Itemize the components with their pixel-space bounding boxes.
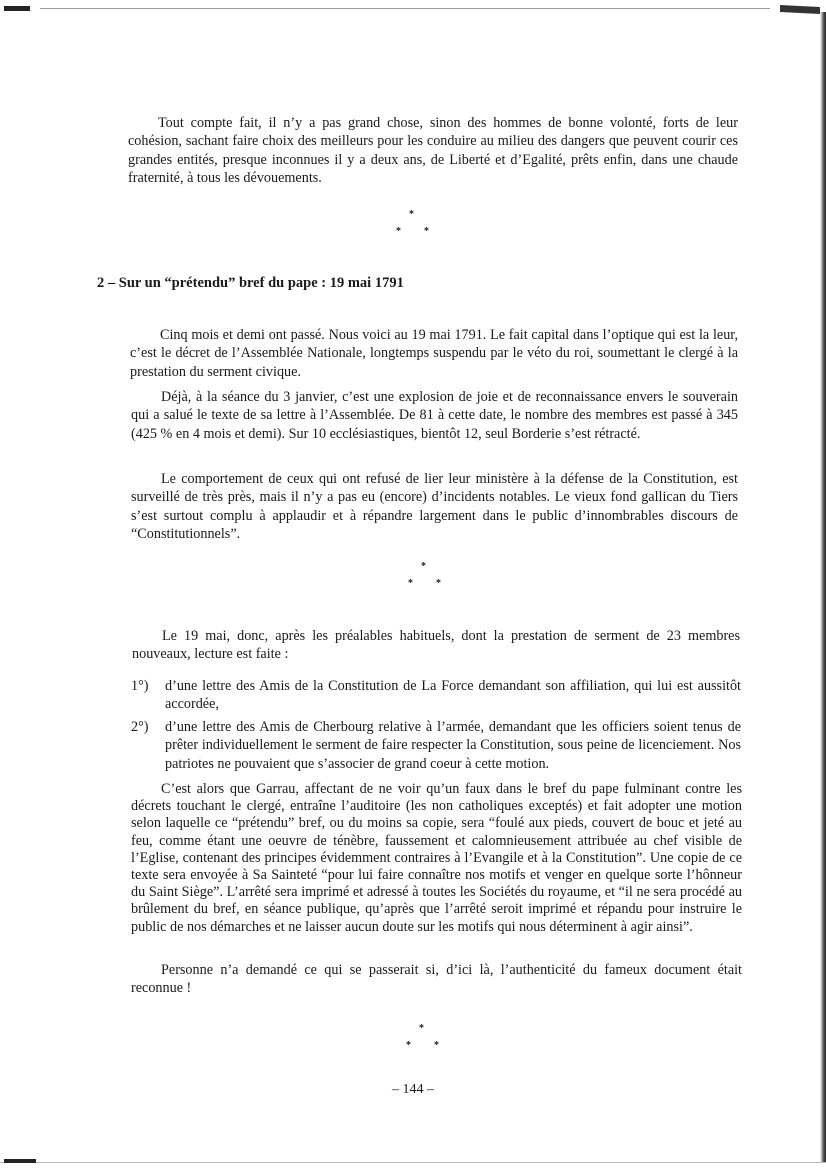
separator-star: * — [409, 209, 414, 220]
list-item — [131, 718, 741, 774]
paragraph-intro: Tout compte fait, il n’y a pas grand chose, sinon des hommes de bonne volonté, forts de leur cohésion, sachant faire choix des meilleurs pour les conduire au milieu des dangers que peuvent courir ces grandes entités, presque inconnues il y a deux ans, de Liberté et d’Egalité, prêts enfin, dans une chaude fraternité, à tous les dévouements. — [128, 115, 738, 187]
scan-top-edge — [0, 4, 826, 16]
scan-mark — [4, 1159, 36, 1163]
separator-star: * — [419, 1023, 424, 1034]
scan-mark — [4, 6, 30, 11]
separator-star: * — [408, 578, 413, 589]
section-separator — [402, 562, 462, 592]
section-separator — [400, 1024, 460, 1054]
separator-star: * — [421, 561, 426, 572]
paragraph-seance: Déjà, à la séance du 3 janvier, c’est une explosion de joie et de reconnaissance envers le souverain qui a salué le texte de sa lettre à l’Assemblée. De 81 à cette date, le nombre des membres est passé à 345 (425 % en 4 mois et demi). Sur 10 ecclésiastiques, bientôt 12, seul Borderie s’est rétracté. — [131, 389, 738, 442]
separator-star: * — [434, 1040, 439, 1051]
list-item-text: d’une lettre des Amis de la Constitution de La Force demandant son affiliation, qui lui est aussitôt accordée, — [165, 678, 741, 713]
scan-bottom-edge — [0, 1162, 826, 1163]
list-item-number: 2°) — [131, 719, 149, 735]
separator-star: * — [436, 578, 441, 589]
separator-star: * — [396, 226, 401, 237]
paragraph-comportement: Le comportement de ceux qui ont refusé de lier leur ministère à la défense de la Constitution, est surveillé de très près, mais il n’y a pas eu (encore) d’incidents notables. Le vieux fond gallican du Tiers s’est surtout complu à applaudir et à répandre largement dans le public d’innombrables discours de “Constitutionnels”. — [131, 471, 738, 543]
section-heading: 2 – Sur un “prétendu” bref du pape : 19 mai 1791 — [97, 275, 404, 291]
scan-right-edge — [820, 12, 826, 1162]
separator-star: * — [406, 1040, 411, 1051]
separator-star: * — [424, 226, 429, 237]
paragraph-context: Cinq mois et demi ont passé. Nous voici au 19 mai 1791. Le fait capital dans l’optique qui est la leur, c’est le décret de l’Assemblée Nationale, longtemps suspendu par le véto du roi, soumettant le clergé à la prestation du serment civique. — [130, 327, 738, 380]
section-separator — [390, 210, 450, 240]
paragraph-garrau: C’est alors que Garrau, affectant de ne voir qu’un faux dans le bref du pape fulminant contre les décrets touchant le clergé, entraîne l’auditoire (les non catholiques exceptés) et fait adopter une motion selon laquelle ce “prétendu” bref, ou du moins sa copie, sera “foulé aux pieds, couvert de bouc et jeté au feu, comme étant une oeuvre de ténèbre, faussement et calomnieusement attribuée au chef visible de l’Eglise, contenant des principes évidemment contraires à l’Evangile et à la Constitution”. Une copie de ce texte sera envoyée à Sa Sainteté “pour lui faire connaître nos motifs et venger en quelque sorte l’hônneur du Saint Siège”. L’arrêté sera imprimé et adressé à toutes les Sociétés du royaume, et “il ne sera procédé au brûlement du bref, en séance publique, qu’après que l’arrêté seroit imprimé et répandu pour instruire le public de nos démarches et ne laisser aucun doute sur les motifs qui nous déterminent à agir ainsi”. — [131, 781, 742, 935]
paragraph-conclusion: Personne n’a demandé ce qui se passerait si, d’ici là, l’authenticité du fameux document était reconnue ! — [131, 962, 742, 997]
list-item-number: 1°) — [131, 678, 149, 694]
scan-line — [40, 8, 770, 9]
paragraph-19-mai: Le 19 mai, donc, après les préalables habituels, dont la prestation de serment de 23 membres nouveaux, lecture est faite : — [132, 628, 740, 663]
list-item-text: d’une lettre des Amis de Cherbourg relative à l’armée, demandant que les officiers soient tenus de prêter individuellement le serment de faire respecter la Constitution, sous peine de licenciement. Nos patriotes ne pouvaient que s’associer de grand coeur à cette motion. — [165, 719, 741, 772]
list-item — [131, 677, 741, 715]
scan-mark — [780, 5, 820, 14]
page-number: – 144 – — [392, 1082, 434, 1097]
